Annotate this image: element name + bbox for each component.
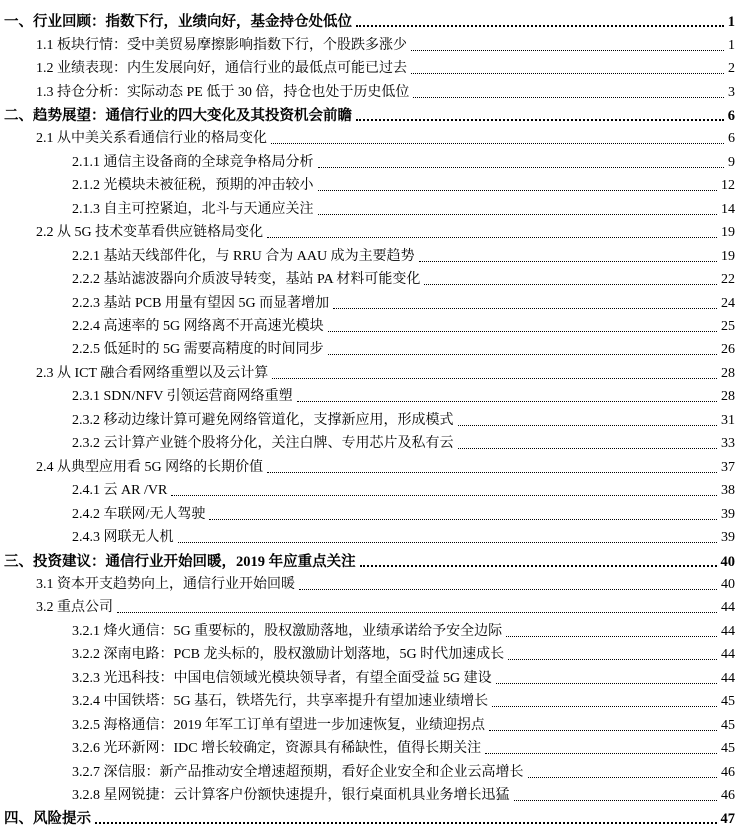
toc-entry-title: 1.1 板块行情：受中美贸易摩擦影响指数下行，个股跌多涨少 xyxy=(36,37,407,53)
toc-entry[interactable] xyxy=(72,289,735,312)
toc-entry-title: 1.3 持仓分析：实际动态 PE 低于 30 倍，持仓也处于历史低位 xyxy=(36,84,410,100)
dot-leader xyxy=(117,611,717,613)
dot-leader xyxy=(528,776,718,778)
toc-entry[interactable] xyxy=(72,618,735,641)
toc-entry[interactable] xyxy=(4,102,735,125)
toc-entry-title: 2.1.2 光模块未被征税，预期的冲击较小 xyxy=(72,178,314,194)
toc-entry[interactable] xyxy=(72,243,735,266)
toc-entry-page-number: 14 xyxy=(721,201,735,217)
dot-leader xyxy=(328,330,717,332)
toc-entry-page-number: 26 xyxy=(721,342,735,358)
toc-entry[interactable] xyxy=(36,125,735,148)
dot-leader xyxy=(492,705,717,707)
toc-entry-title: 2.2.1 基站天线部件化，与 RRU 合为 AAU 成为主要趋势 xyxy=(72,248,415,264)
toc-entry[interactable] xyxy=(72,524,735,547)
dot-leader xyxy=(360,564,717,567)
toc-entry-title: 2.2.4 高速率的 5G 网络离不开高速光模块 xyxy=(72,319,324,335)
dot-leader xyxy=(318,213,718,215)
dot-leader xyxy=(333,307,717,309)
toc-entry[interactable] xyxy=(72,758,735,781)
toc-entry[interactable] xyxy=(72,735,735,758)
toc-entry-page-number: 39 xyxy=(721,530,735,546)
dot-leader xyxy=(95,821,717,824)
toc-entry-page-number: 46 xyxy=(721,764,735,780)
toc-entry-title: 1.2 业绩表现：内生发展向好，通信行业的最低点可能已过去 xyxy=(36,61,407,77)
toc-entry-page-number: 37 xyxy=(721,459,735,475)
dot-leader xyxy=(411,49,724,51)
toc-entry-page-number: 22 xyxy=(721,272,735,288)
toc-entry-title: 2.3.1 SDN/NFV 引领运营商网络重塑 xyxy=(72,389,293,405)
dot-leader xyxy=(413,96,724,98)
toc-entry-page-number: 19 xyxy=(721,225,735,241)
toc-entry-title: 3.2.6 光环新网：IDC 增长较确定，资源具有稀缺性，值得长期关注 xyxy=(72,741,482,757)
dot-leader xyxy=(411,72,724,74)
toc-entry-title: 2.2.3 基站 PCB 用量有望因 5G 而显著增加 xyxy=(72,295,330,311)
toc-entry[interactable] xyxy=(72,336,735,359)
toc-entry-page-number: 19 xyxy=(721,248,735,264)
toc-entry-page-number: 25 xyxy=(721,319,735,335)
toc-entry[interactable] xyxy=(36,55,735,78)
toc-entry[interactable] xyxy=(72,782,735,805)
toc-entry-title: 2.3.2 云计算产业链个股将分化，关注白牌、专用芯片及私有云 xyxy=(72,436,454,452)
dot-leader xyxy=(508,658,717,660)
toc-entry[interactable] xyxy=(72,712,735,735)
toc-entry-title: 2.4.2 车联网/无人驾驶 xyxy=(72,506,206,522)
toc-entry-page-number: 44 xyxy=(721,647,735,663)
toc-entry-page-number: 24 xyxy=(721,295,735,311)
toc-entry[interactable] xyxy=(72,313,735,336)
toc-entry-page-number: 44 xyxy=(721,623,735,639)
dot-leader xyxy=(485,752,717,754)
toc-entry-title: 2.4.1 云 AR /VR xyxy=(72,483,168,499)
toc-entry[interactable] xyxy=(36,78,735,101)
toc-entry-title: 2.2.5 低延时的 5G 需要高精度的时间同步 xyxy=(72,342,324,358)
toc-entry-title: 2.3.2 移动边缘计算可避免网络管道化，支撑新应用，形成模式 xyxy=(72,412,454,428)
toc-entry[interactable] xyxy=(72,688,735,711)
toc-entry-page-number: 39 xyxy=(721,506,735,522)
toc-entry[interactable] xyxy=(4,547,735,570)
dot-leader xyxy=(267,471,717,473)
toc-entry-title: 2.1 从中美关系看通信行业的格局变化 xyxy=(36,131,267,147)
toc-entry-title: 3.2 重点公司 xyxy=(36,600,113,616)
toc-entry-page-number: 2 xyxy=(728,61,735,77)
toc-entry-page-number: 28 xyxy=(721,365,735,381)
toc-entry-page-number: 6 xyxy=(727,107,735,124)
toc-entry[interactable] xyxy=(72,500,735,523)
dot-leader xyxy=(458,424,718,426)
toc-entry-title: 2.2 从 5G 技术变革看供应链格局变化 xyxy=(36,225,264,241)
dot-leader xyxy=(297,400,717,402)
dot-leader xyxy=(272,377,717,379)
toc-entry-title: 三、投资建议：通信行业开始回暖，2019 年应重点关注 xyxy=(4,553,356,570)
dot-leader xyxy=(458,447,718,449)
toc-entry-title: 四、风险提示 xyxy=(4,811,91,828)
toc-entry[interactable] xyxy=(72,407,735,430)
toc-entry[interactable] xyxy=(72,266,735,289)
toc-entry-page-number: 12 xyxy=(721,178,735,194)
toc-entry-page-number: 45 xyxy=(721,717,735,733)
dot-leader xyxy=(318,166,725,168)
toc-entry[interactable] xyxy=(72,172,735,195)
toc-entry-title: 2.4.3 网联无人机 xyxy=(72,530,174,546)
dot-leader xyxy=(328,353,717,355)
toc-entry[interactable] xyxy=(72,665,735,688)
toc-entry[interactable] xyxy=(36,31,735,54)
dot-leader xyxy=(299,588,717,590)
toc-entry-title: 2.1.3 自主可控紧迫，北斗与天通应关注 xyxy=(72,201,314,217)
toc-entry-page-number: 28 xyxy=(721,389,735,405)
dot-leader xyxy=(514,799,718,801)
toc-entry-page-number: 1 xyxy=(727,14,735,31)
toc-entry[interactable] xyxy=(36,594,735,617)
toc-entry-page-number: 45 xyxy=(721,741,735,757)
toc-entry[interactable] xyxy=(36,219,735,242)
dot-leader xyxy=(267,236,717,238)
toc-entry[interactable] xyxy=(72,383,735,406)
toc-entry-title: 3.2.5 海格通信：2019 年军工订单有望进一步加速恢复，业绩迎拐点 xyxy=(72,717,485,733)
toc-entry-page-number: 40 xyxy=(721,576,735,592)
toc-entry-title: 3.2.8 星网锐捷：云计算客户份额快速提升，银行桌面机具业务增长迅猛 xyxy=(72,788,510,804)
toc-entry-title: 3.1 资本开支趋势向上，通信行业开始回暖 xyxy=(36,576,295,592)
toc-entry-page-number: 1 xyxy=(728,37,735,53)
dot-leader xyxy=(419,260,717,262)
toc-entry-page-number: 44 xyxy=(721,600,735,616)
toc-entry-page-number: 45 xyxy=(721,694,735,710)
toc-entry-title: 一、行业回顾：指数下行，业绩向好，基金持仓处低位 xyxy=(4,14,352,31)
toc-entry[interactable] xyxy=(72,430,735,453)
toc-entry-title: 2.1.1 通信主设备商的全球竞争格局分析 xyxy=(72,154,314,170)
toc-entry-title: 3.2.2 深南电路：PCB 龙头标的，股权激励计划落地，5G 时代加速成长 xyxy=(72,647,505,663)
toc-entry[interactable] xyxy=(4,8,735,31)
toc-entry[interactable] xyxy=(36,454,735,477)
toc-entry-title: 3.2.4 中国铁塔：5G 基石，铁塔先行，共享率提升有望加速业绩增长 xyxy=(72,694,489,710)
dot-leader xyxy=(271,142,724,144)
toc-entry[interactable] xyxy=(72,477,735,500)
toc-entry-title: 3.2.1 烽火通信：5G 重要标的，股权激励落地，业绩承诺给予安全边际 xyxy=(72,623,503,639)
toc-entry-page-number: 47 xyxy=(720,811,735,828)
dot-leader xyxy=(178,541,718,543)
toc-entry-title: 2.4 从典型应用看 5G 网络的长期价值 xyxy=(36,459,264,475)
toc-entry-title: 2.3 从 ICT 融合看网络重塑以及云计算 xyxy=(36,365,269,381)
dot-leader xyxy=(496,682,717,684)
toc-entry-page-number: 3 xyxy=(728,84,735,100)
dot-leader xyxy=(356,24,724,27)
toc-entry-title: 3.2.7 深信服：新产品推动安全增速超预期，看好企业安全和企业云高增长 xyxy=(72,764,524,780)
toc-entry[interactable] xyxy=(72,196,735,219)
toc-entry[interactable] xyxy=(4,805,735,828)
toc-entry-page-number: 31 xyxy=(721,412,735,428)
dot-leader xyxy=(424,283,717,285)
toc-entry[interactable] xyxy=(72,641,735,664)
dot-leader xyxy=(489,729,717,731)
toc-entry[interactable] xyxy=(36,571,735,594)
dot-leader xyxy=(318,189,718,191)
dot-leader xyxy=(506,635,717,637)
toc-entry-page-number: 9 xyxy=(728,154,735,170)
dot-leader xyxy=(356,118,724,121)
toc-entry-page-number: 46 xyxy=(721,788,735,804)
toc-entry-page-number: 40 xyxy=(720,553,735,570)
toc-entry-page-number: 6 xyxy=(728,131,735,147)
toc-entry-page-number: 44 xyxy=(721,670,735,686)
toc-entry-page-number: 38 xyxy=(721,483,735,499)
toc-entry-title: 二、趋势展望：通信行业的四大变化及其投资机会前瞻 xyxy=(4,107,352,124)
dot-leader xyxy=(171,494,717,496)
toc-entry-title: 3.2.3 光迅科技：中国电信领域光模块领导者，有望全面受益 5G 建设 xyxy=(72,670,492,686)
toc-entry-title: 2.2.2 基站滤波器向介质波导转变，基站 PA 材料可能变化 xyxy=(72,272,421,288)
toc-entry[interactable] xyxy=(72,149,735,172)
toc-entry[interactable] xyxy=(36,360,735,383)
dot-leader xyxy=(209,518,717,520)
toc-entry-page-number: 33 xyxy=(721,436,735,452)
